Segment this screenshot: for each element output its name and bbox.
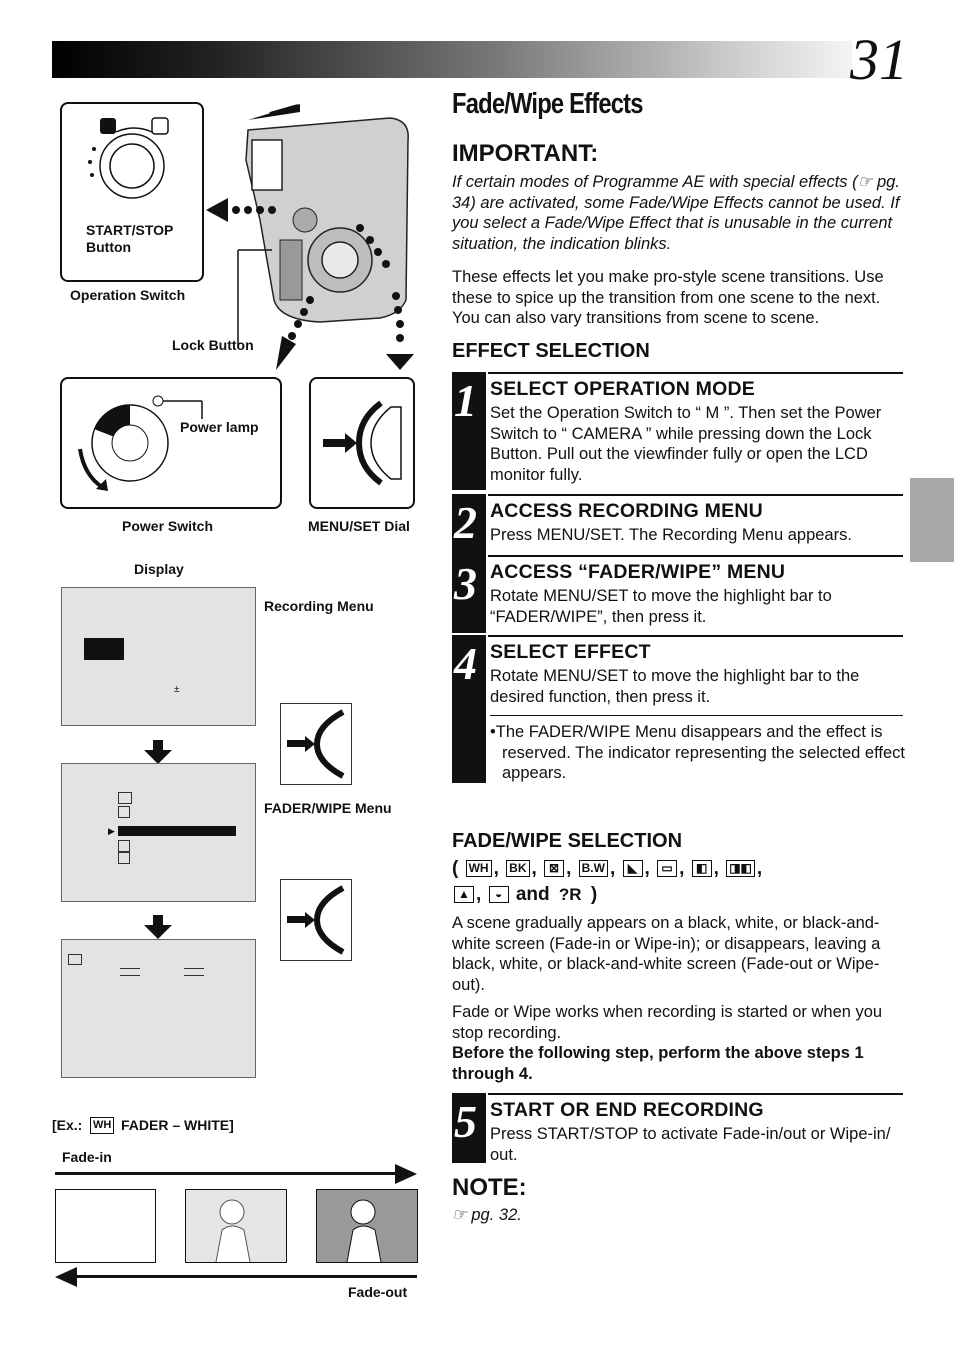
dial-icon-1 (280, 703, 352, 785)
step-3 (452, 555, 903, 633)
power-switch-dial-icon (62, 379, 280, 507)
note-heading: NOTE: (452, 1174, 527, 1201)
indicator-icon (68, 954, 82, 965)
step-number: 1 (454, 375, 477, 426)
fader-wipe-menu-label: FADER/WIPE Menu (264, 800, 392, 816)
fade-out-label: Fade-out (348, 1284, 408, 1300)
step-number: 5 (454, 1096, 477, 1147)
recording-menu-screen (61, 587, 256, 726)
step-bullet: •The FADER/WIPE Menu disappears and the effect is reserved. The indicator representing the selected effect appears. (490, 723, 905, 782)
power-lamp-label: Power lamp (180, 419, 259, 435)
step-number: 4 (454, 638, 477, 689)
menu-set-dial-label: MENU/SET Dial (308, 518, 410, 534)
wh-icon: WH (90, 1117, 114, 1134)
step-rule (488, 555, 903, 557)
power-switch-label: Power Switch (122, 518, 214, 534)
example-label: FADER – WHITE] (121, 1117, 234, 1133)
step-body: Press MENU/SET. The Recording Menu appears. (490, 526, 852, 544)
step-heading: START OR END RECORDING (490, 1099, 764, 1121)
full-scene-frame (316, 1189, 418, 1263)
white-frame (55, 1189, 156, 1263)
bk-icon: BK (506, 860, 529, 877)
important-text: If certain modes of Programme AE with special effects (☞ pg. 34) are activated, some Fade/Wipe Effects cannot be used. If you select a Fade/Wipe Effect that is unusable in the current situation, the indication blinks. (452, 173, 900, 253)
start-stop-label: START/STOP Button (86, 222, 174, 255)
step-rule (488, 372, 903, 374)
step-rule (488, 494, 903, 496)
step-heading: ACCESS RECORDING MENU (490, 500, 763, 522)
step-heading: SELECT OPERATION MODE (490, 378, 755, 400)
plus-minus-icon: ± (174, 684, 180, 695)
window-wipe-icon: ▭ (657, 860, 677, 877)
down-arrow-icon (144, 750, 172, 764)
step-body: Rotate MENU/SET to move the highlight bar to the desired function, then press it. (490, 667, 860, 706)
menu-item-icon (118, 852, 130, 864)
fade-wipe-bold-text: Before the following step, perform the above steps 1 through 4. (452, 1044, 864, 1083)
down-arrow-icon (144, 925, 172, 939)
note-reference: ☞ pg. 32. (452, 1206, 522, 1224)
example-prefix: [Ex.: (52, 1117, 83, 1133)
menu-item-icon (118, 806, 130, 818)
result-screen (61, 939, 256, 1078)
important-heading: IMPORTANT: (452, 140, 599, 167)
step-body: Set the Operation Switch to “ M ”. Then set the Power Switch to “ CAMERA ” while pressing down the Lock Button. Pull out the viewfinder fully or open the LCD monitor fully. (490, 404, 882, 484)
dash-icon (120, 968, 140, 976)
bullet-rule (490, 715, 903, 716)
bw-icon: B.W (579, 860, 608, 877)
fade-wipe-text-1: A scene gradually appears on a black, white, or black-and-white screen (Fade-in or Wipe-in); or disappears, leaving a black, white, or black-and-white screen (Fade-out or Wipe-out). (452, 914, 881, 994)
random-icon: ?R (558, 885, 582, 905)
highlight-bar (84, 638, 124, 660)
scroll-wipe-icon: ▲ (454, 886, 474, 903)
highlight-bar (118, 826, 236, 836)
corner-wipe-icon: ◣ (623, 860, 643, 877)
shutter-wipe-icon: ◒ (489, 886, 509, 903)
step-number: 2 (454, 497, 477, 548)
intro-paragraph: These effects let you make pro-style scene transitions. Use these to spice up the transition from one scene to the next. You can also vary transitions from scene to scene. (452, 268, 884, 327)
step-1 (452, 372, 903, 490)
lock-button-label: Lock Button (172, 337, 254, 353)
effect-selection-heading: EFFECT SELECTION (452, 340, 650, 362)
display-label: Display (134, 561, 184, 577)
header-bar (52, 41, 852, 78)
recording-menu-label: Recording Menu (264, 598, 374, 614)
and-label: and (515, 884, 550, 905)
step-5 (452, 1093, 903, 1163)
fading-frame (185, 1189, 287, 1263)
step-rule (488, 635, 903, 637)
step-heading: SELECT EFFECT (490, 641, 651, 663)
side-tab (910, 478, 954, 562)
operation-switch-label: Operation Switch (70, 287, 186, 303)
step-4 (452, 635, 903, 783)
dash-icon (184, 968, 204, 976)
camcorder-illustration (200, 100, 420, 370)
menu-set-dial-icon (311, 379, 413, 507)
fader-wipe-menu-screen (61, 763, 256, 902)
menu-set-dial-box (309, 377, 415, 509)
page-number: 31 (850, 27, 908, 92)
page-title: Fade/Wipe Effects (452, 88, 643, 120)
step-2 (452, 494, 903, 556)
fade-wipe-icon-list: ( WH , BK , ⊠ , B.W , ◣ , ▭ , ◧ , ◨◧ , ▲ , ◒ and ?R ) (452, 858, 763, 905)
fade-in-arrow-icon (55, 1164, 417, 1184)
operation-switch-box (60, 102, 204, 282)
step-body: Rotate MENU/SET to move the highlight bar to “FADER/WIPE”, then press it. (490, 587, 832, 626)
fade-wipe-text-2: Fade or Wipe works when recording is started or when you stop recording. (452, 1003, 883, 1042)
step-body: Press START/STOP to activate Fade-in/out or Wipe-in/ out. (490, 1125, 891, 1164)
step-heading: ACCESS “FADER/WIPE” MENU (490, 561, 786, 583)
step-rule (488, 1093, 903, 1095)
fade-wipe-heading: FADE/WIPE SELECTION (452, 830, 683, 852)
power-switch-box (60, 377, 282, 509)
step-number: 3 (454, 558, 477, 609)
wh-icon: WH (466, 860, 492, 877)
menu-item-icon (118, 792, 132, 804)
mosaic-icon: ⊠ (544, 860, 564, 877)
fade-in-label: Fade-in (62, 1149, 112, 1165)
slide-wipe-icon: ◧ (692, 860, 712, 877)
menu-item-icon (118, 840, 130, 852)
door-wipe-icon: ◨◧ (726, 860, 755, 877)
dial-icon-2 (280, 879, 352, 961)
pointer-icon: ▶ (108, 826, 115, 836)
